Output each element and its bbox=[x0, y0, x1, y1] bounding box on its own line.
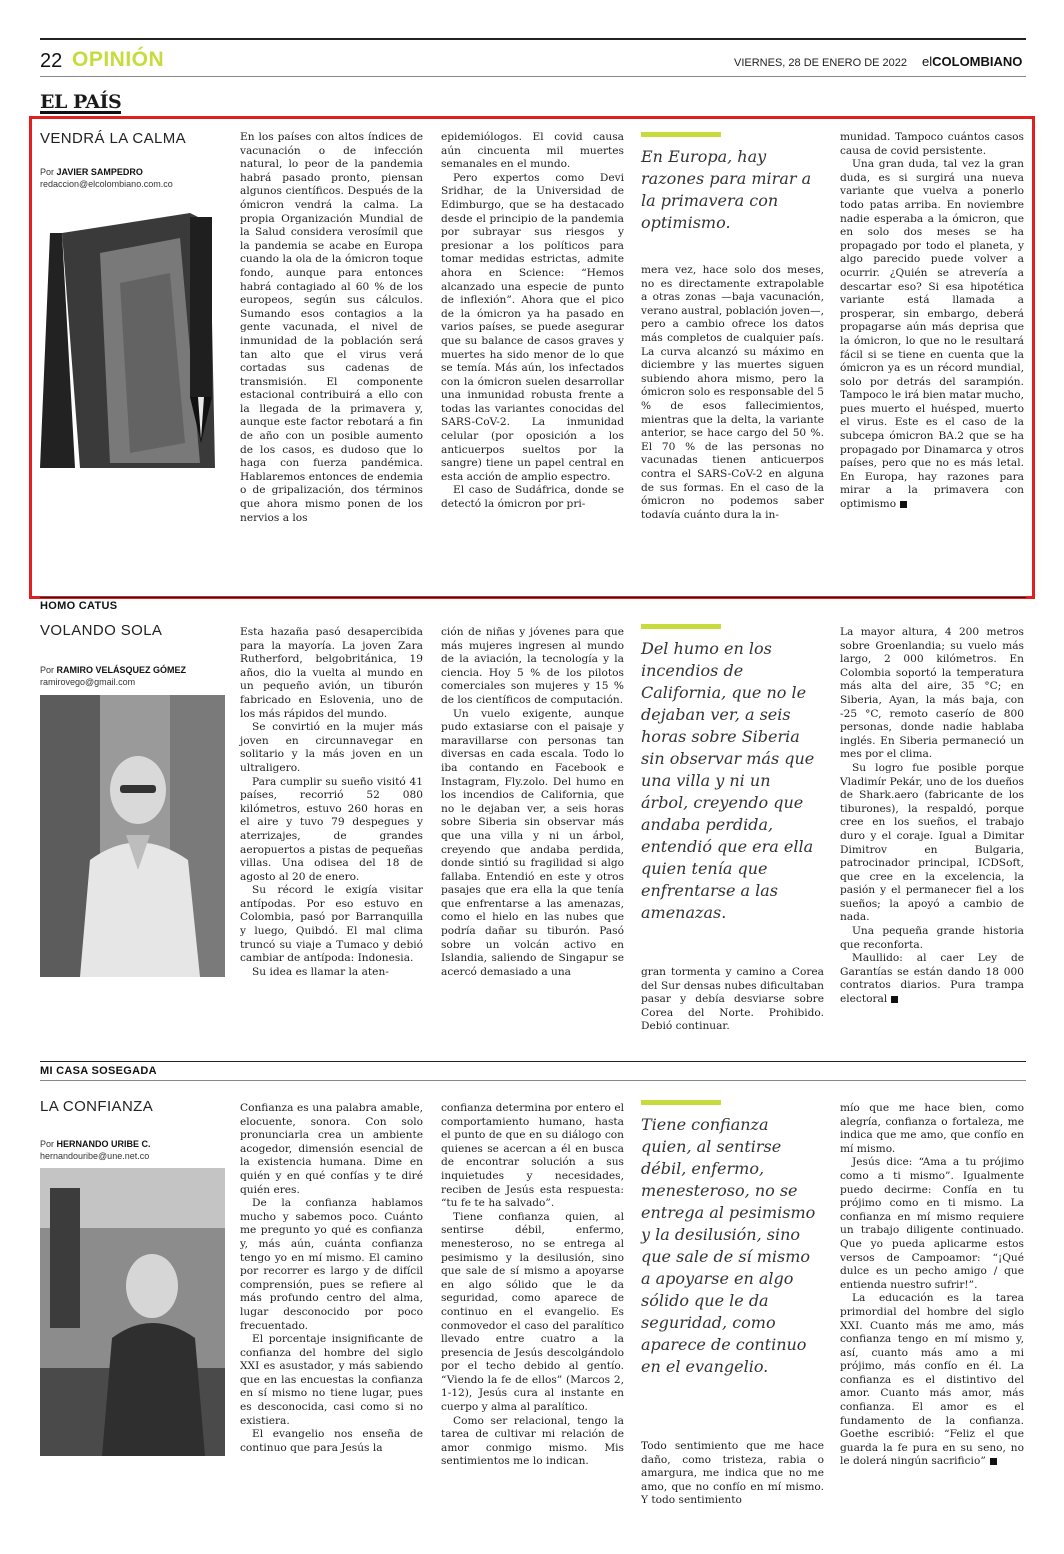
page-number: 22 bbox=[40, 50, 63, 72]
paragraph: Su idea es llamar la aten- bbox=[252, 965, 389, 978]
header-divider bbox=[40, 76, 1026, 77]
paragraph: Confianza es una palabra amable, elocuente, sonora. Con solo pronunciarla crea un ambiente acogedor, dimensión esencial de la existencia humana. Dime en quién y en qué confías y te diré quién eres. bbox=[240, 1102, 423, 1196]
author-photo bbox=[40, 695, 225, 977]
article-column-2 bbox=[441, 1102, 624, 1469]
brand-name: COLOMBIANO bbox=[932, 54, 1023, 69]
paragraph: Esta hazaña pasó desapercibida para la mayoría. La joven Zara Rutherford, belgobritánica, 19 años, dio la vuelta al mundo en un pequeño avión, un tiburón fabricado en Eslovenia, uno de los más rápidos del mundo. bbox=[240, 626, 423, 720]
author-email: ramirovego@gmail.com bbox=[40, 677, 136, 687]
column-tag: MI CASA SOSEGADA bbox=[40, 1065, 157, 1077]
article-illustration bbox=[40, 193, 225, 468]
paragraph: Su récord le exigía visitar antípodas. Por eso estuvo en Colombia, pasó por Barranquilla y luego, Quibdó. El mal clima truncó su viaje a Tumaco y debió cambiar de antípoda: Indonesia. bbox=[240, 884, 423, 965]
paragraph-text: Una gran duda, tal vez la gran duda, es si surgirá una nueva variante que vuelva a ponerlo todo patas arriba. En noviembre nadie esperaba a la ómicron, que en solo dos meses se ha propagado por todo el planeta, y algo parecido puede volver a ocurrir. ¿Quién se atrevería a descartar eso? Si esa hipotética variante está llamada a prosperar, sin embargo, deberá propagarse aún más deprisa que la ómicron, lo que no le resultará fácil si se tiene en cuenta que la ómicron ya es un récord mundial, solo por detrás del sarampión. Tampoco le irá bien matar mucho, pues muerto el huésped, muerto el virus. Este es el caso de la subcepa ómicron BA.2 que se ha propagado por Dinamarca y otros países, pero que no es más letal. En Europa, hay razones para mirar a la primavera con optimismo bbox=[840, 158, 1024, 511]
article-headline: VENDRÁ LA CALMA bbox=[40, 130, 187, 147]
paragraph: Se convirtió en la mujer más joven en circunnavegar en solitario y la más joven en un ultraligero. bbox=[240, 721, 423, 774]
article-headline: VOLANDO SOLA bbox=[40, 622, 163, 639]
paragraph: mío que me hace bien, como alegría, confianza o fortaleza, me indica que me amo, que confío en mí mismo. bbox=[840, 1102, 1024, 1155]
article-column-4 bbox=[840, 626, 1024, 1007]
paragraph: Jesús dice: “Ama a tu prójimo como a ti mismo”. Igualmente puedo decirme: Confía en tu prójimo como en ti mismo. La confianza en mí mismo requiere un trabajo diligente continuado. Que yo pueda aplicarme estos versos de Campoamor: “¡Qué dulce es un pecho amigo / que entienda nuestro sufrir!”. bbox=[840, 1156, 1024, 1291]
pullquote-bar bbox=[641, 132, 721, 137]
column-tag: HOMO CATUS bbox=[40, 600, 118, 610]
paragraph: munidad. Tampoco cuántos casos causa de covid persistente. bbox=[840, 131, 1024, 157]
paragraph: confianza determina por entero el comportamiento humano, hasta el punto de que en su diálogo con quienes se acercan a él en busca de encontrar solución a sus inquietudes y necesidades, reciben de Jesús esta respuesta: “tu fe te ha salvado”. bbox=[441, 1102, 624, 1210]
author-portrait bbox=[40, 1168, 225, 1456]
section-rule bbox=[40, 1061, 1026, 1062]
pullquote: Tiene confianza quien, al sentirse débil, enfermo, menesteroso, no se entrega al pesimismo y la desilusión, sino que sale de sí mismo a apoyarse en algo sólido que le da seguridad, como aparece de continuo en el evangelio. bbox=[641, 1115, 816, 1376]
paragraph: mera vez, hace solo dos meses, no es directamente extrapolable a otras zonas —baja vacunación, verano austral, población joven—, pero a cambio ofrece los datos más completos de cualquier país. La curva alcanzó su máximo en diciembre y las muertes siguen subiendo ahora mismo, pero la ómicron solo es responsable del 5 % de esos fallecimientos, mientras que la delta, la variante anterior, se hace cargo del 50 %. El 70 % de las personas no vacunadas tienen anticuerpos contra el SARS-CoV-2 en alguna de sus formas. En el caso de la ómicron no podemos saber todavía cuánto dura la in- bbox=[641, 264, 824, 521]
end-mark-icon bbox=[891, 996, 898, 1003]
brand-prefix: el bbox=[922, 54, 933, 69]
article-column-1 bbox=[240, 626, 423, 979]
author-email: redaccion@elcolombiano.com.co bbox=[40, 179, 173, 189]
article-column-3 bbox=[641, 966, 824, 1034]
byline-prefix: Por bbox=[40, 167, 55, 177]
author-portrait bbox=[40, 695, 225, 977]
paragraph: Un vuelo exigente, aunque pudo extasiarse con el paisaje y maravillarse con personas tan diversas en cada escala. Todo lo iba contando en Facebook e Instagram, Fly.zolo. Del humo en los incendios de California, que no le dejaban ver, a seis horas sobre Siberia sin observar más que una villa y ni un árbol, creyendo que andaba perdida, donde sintió su fragilidad si algo fallaba. Entendió en este y otros pasajes que era ella la que tenía que enfrentarse a las amenazas, como el hielo en las nubes que podría dañar su tiburón. Pasó sobre un volcán activo en Islandia, saliendo de Singapur se acercó demasiado a una bbox=[441, 707, 624, 978]
section-rule bbox=[40, 597, 1026, 598]
pen-ink-illustration bbox=[40, 193, 225, 468]
article-column-3 bbox=[641, 1440, 824, 1508]
byline-prefix: Por bbox=[40, 1139, 55, 1149]
author-photo bbox=[40, 1168, 225, 1456]
author-name: HERNANDO URIBE C. bbox=[56, 1139, 151, 1149]
author-name: JAVIER SAMPEDRO bbox=[56, 167, 143, 177]
paragraph: Una pequeña grande historia que reconforta. bbox=[840, 925, 1024, 951]
paragraph: Pero expertos como Devi Sridhar, de la Universidad de Edimburgo, que se ha destacado desde el principio de la pandemia por subrayar sus riesgos y presionar a los políticos para tomar medidas estrictas, admite ahora en Science: “Hemos alcanzado una especie de punto de inflexión”. Ahora que el pico de la ómicron ya ha pasado en varios países, se puede asegurar que su balance de casos graves y muertes ha sido menor de lo que se temía. Más aún, los infectados con la ómicron suelen desarrollar una inmunidad robusta frente a todas las variantes conocidas del SARS-CoV-2. La inmunidad celular (por oposición a los anticuerpos sueltos por la sangre) tiene un papel central en esta acción de amplio espectro. bbox=[441, 171, 624, 483]
author-name: RAMIRO VELÁSQUEZ GÓMEZ bbox=[56, 665, 187, 675]
paragraph: gran tormenta y camino a Corea del Sur densas nubes dificultaban pasar y debía desviarse sobre Corea del Norte. Prohibido. Debió continuar. bbox=[641, 966, 824, 1033]
pullquote-bar bbox=[641, 1100, 721, 1105]
author-email: hernandouribe@une.net.co bbox=[40, 1151, 150, 1161]
paragraph: El evangelio nos enseña de continuo que para Jesús la bbox=[240, 1428, 423, 1454]
article-byline bbox=[40, 166, 173, 190]
paragraph: Como ser relacional, tengo la tarea de cultivar mi relación de amor conmigo mismo. Mis sentimientos me lo indican. bbox=[441, 1414, 624, 1468]
top-rule bbox=[40, 38, 1026, 40]
article-byline bbox=[40, 1138, 151, 1162]
paragraph: Su logro fue posible porque Vladimír Pekár, uno de los dueños de Shark.aero (fabricante de los tiburones), la respaldó, porque cree en los sueños, el trabajo duro y el coraje. Igual a Dimitar Dimitrov en Bulgaria, patrocinador principal, ICDSoft, que cree en la excelencia, la pasión y el permanecer fiel a los sueños; la apoyó a cambio de nada. bbox=[840, 761, 1024, 924]
byline-prefix: Por bbox=[40, 665, 55, 675]
article-headline: LA CONFIANZA bbox=[40, 1098, 154, 1115]
paragraph: Para cumplir su sueño visitó 41 países, recorrió 52 080 kilómetros, estuvo 260 horas en el aire y tuvo 79 despegues y aterrizajes, de grandes aeropuertos a pistas de pequeñas villas. Una odisea del 18 de agosto al 20 de enero. bbox=[240, 775, 423, 883]
paragraph: La mayor altura, 4 200 metros sobre Groenlandia; su vuelo más largo, 2 000 kilómetros. En Colombia soportó la temperatura más alta del aire, 35 °C; en Siberia, Ayan, la más baja, con -25 °C, remoto caserío de 800 personas, donde nadie hablaba inglés. En Siberia permaneció un mes por el clima. bbox=[840, 626, 1024, 761]
paragraph: ción de niñas y jóvenes para que más mujeres ingresen al mundo de la aviación, la tecnología y la ciencia. Hoy 5 % de los pilotos comerciales son mujeres y 15 % de los científicos de computación. bbox=[441, 626, 624, 706]
article-column-4 bbox=[840, 1102, 1024, 1469]
tag-rule bbox=[40, 1080, 1026, 1081]
paragraph: Tiene confianza quien, al sentirse débil, enfermo, menesteroso, no se entrega al pesimismo y la desilusión, sino que sale de sí mismo a apoyarse en algo sólido que le da seguridad, como aparece de continuo en el evangelio. Es conmovedor el caso del paralítico llevado entre cuatro a la presencia de Jesús descolgándolo por el techo debido al gentío. “Viendo la fe de ellos” (Marcos 2, 1-12), Jesús cura al instante en cuerpo y alma al paralítico. bbox=[441, 1210, 624, 1414]
paragraph: Todo sentimiento que me hace daño, como tristeza, rabia o amargura, me indica que no me amo, que no confío en mí mismo. Y todo sentimiento bbox=[641, 1440, 824, 1507]
paragraph bbox=[840, 158, 1024, 511]
partner-logo: EL PAÍS bbox=[40, 91, 122, 113]
article-column-3 bbox=[641, 264, 824, 522]
article-column-1 bbox=[240, 131, 423, 525]
paragraph-text: La educación es la tarea primordial del hombre del siglo XXI. Cuanto más me amo, más confianza tengo en mí mismo y, así, cuanto más amo a mi prójimo, más confío en él. La confianza es el distintivo del amor. Cuanto más amor, más confianza. El amor es el fundamento de la confianza. Goethe escribió: “Feliz el que guarda la fe pura en su seno, no le dolerá ningún sacrificio” bbox=[840, 1292, 1024, 1468]
masthead-brand bbox=[922, 54, 1022, 69]
paragraph: El porcentaje insignificante de confianza del hombre del siglo XXI es asustador, y más sabiendo que en las encuestas la confianza en sí mismo no tiene lugar, pues es desconocida, casi como si no existiera. bbox=[240, 1333, 423, 1427]
paragraph: El caso de Sudáfrica, donde se detectó la ómicron por pri- bbox=[441, 484, 624, 511]
article-byline bbox=[40, 664, 186, 688]
pullquote-bar bbox=[641, 624, 721, 629]
article-column-2 bbox=[441, 626, 624, 979]
paragraph: De la confianza hablamos mucho y sabemos poco. Cuánto me pregunto yo qué es confianza y, más aún, cuánta confianza tengo yo en mí mismo. El camino por recorrer es largo y de difícil comprensión, pues se refiere al más profundo centro del alma, lugar desconocido por poco frecuentado. bbox=[240, 1197, 423, 1332]
issue-date: VIERNES, 28 DE ENERO DE 2022 bbox=[734, 57, 908, 69]
end-mark-icon bbox=[990, 1458, 997, 1465]
article-column-4 bbox=[840, 131, 1024, 512]
article-column-2 bbox=[441, 131, 624, 512]
paragraph: epidemiólogos. El covid causa aún cincuenta mil muertes semanales en el mundo. bbox=[441, 131, 624, 171]
paragraph-text: Maullido: al caer Ley de Garantías se están dando 18 000 contratos diarios. Pura trampa electoral bbox=[840, 952, 1024, 1006]
end-mark-icon bbox=[900, 501, 907, 508]
pullquote: En Europa, hay razones para mirar a la primavera con optimismo. bbox=[641, 147, 812, 232]
section-title: OPINIÓN bbox=[72, 48, 165, 71]
paragraph: En los países con altos índices de vacunación o de infección natural, lo peor de la pandemia habrá pasado pronto, piensan algunos científicos. Después de la ómicron vendrá la calma. La propia Organización Mundial de la Salud considera verosímil que la pandemia se acabe en Europa cuando la ola de la ómicron toque fondo, aunque para entonces habrá contagiado al 60 % de los europeos, según sus cálculos. Sumando esos contagios a la gente vacunada, el nivel de inmunidad de la población será tan alto que el virus verá cortadas sus cadenas de transmisión. El componente estacional contribuirá a ello con la llegada de la primavera y, aunque este factor rebotará a fin de año con un posible aumento de los casos, es dudoso que lo haga con fuerza pandémica. Hablaremos entonces de endemia o de gripalización, dos términos que ahora mismo ponen de los nervios a los bbox=[240, 131, 423, 524]
paragraph bbox=[840, 952, 1024, 1006]
pullquote: Del humo en los incendios de California, que no le dejaban ver, a seis horas sobre Siberia sin observar más que una villa y ni un árbol, creyendo que andaba perdida, entendió que era ella quien tenía que enfrentarse a las amenazas. bbox=[641, 639, 815, 922]
article-column-1 bbox=[240, 1102, 423, 1455]
paragraph bbox=[840, 1292, 1024, 1469]
